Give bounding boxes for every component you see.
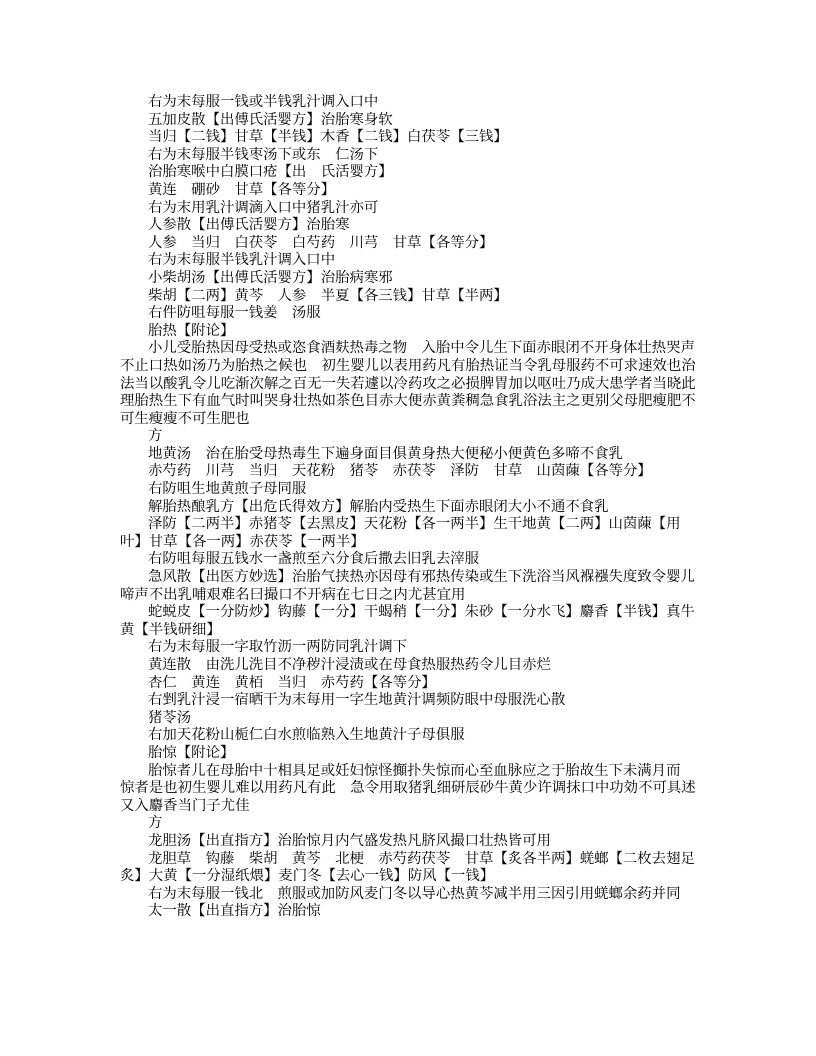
- text-paragraph: 太一散【出直指方】治胎惊: [148, 903, 321, 920]
- text-paragraph: 蛇蜕皮【一分防炒】钩藤【一分】干蝎稍【一分】朱砂【一分水飞】麝香【半钱】真牛黄【半钱研细】: [120, 604, 695, 638]
- text-paragraph: 地黄汤 治在胎受母热毒生下遍身面目俱黄身热大便秘小便黄色多啼不食乳: [148, 445, 623, 462]
- text-paragraph: 右为末每服一字取竹沥一两防同乳汁调下: [148, 639, 408, 656]
- text-paragraph: 龙胆草 钩藤 柴胡 黄芩 北梗 赤芍药茯苓 甘草【炙各半两】蜣螂【二枚去翅足炙】大黄【一分湿纸煨】麦门冬【去心一钱】防风【一钱】: [120, 850, 695, 885]
- text-paragraph: 胎热【附论】: [148, 322, 235, 339]
- text-paragraph: 胎惊者儿在母胎中十相具足或妊妇惊怪攧扑失惊而心至血脉应之于胎故生下未满月而 惊者是也初生婴儿难以用药凡有此 急令用取猪乳细研辰砂牛黄少许调抹口中功効不可具述又入麝香当门子尤佳: [120, 762, 696, 814]
- text-paragraph: 方: [148, 815, 163, 832]
- text-paragraph: 小儿受胎热因母受热或恣食酒麸热毒之物 入胎中令儿生下面赤眼闭不开身体壮热哭声不止口热如汤乃为胎热之候也 初生婴儿以表用药凡有胎热证当令乳母服药不可求速效也治法当以酸乳令儿吃渐次解之百无一失若遽以冷药攻之必损脾胃加以呕吐乃成大患学者当晓此理胎热生下有血气时叫哭身壮热如茶色目赤大便赤黄粪稠急食乳浴法主之更别父母肥瘦肥不可生瘦瘦不可生肥也: [120, 340, 696, 427]
- text-paragraph: 右防咀每服五钱水一盏煎至六分食后撒去旧乳去滓服: [148, 551, 479, 568]
- text-paragraph: 泽防【二两半】赤猪苓【去黑皮】天花粉【各一两半】生干地黄【二两】山茵蔯【用叶】甘草【各一两】赤茯苓【一两半】: [120, 516, 681, 550]
- text-paragraph: 五加皮散【出傅氏活婴方】治胎寒身软: [148, 111, 393, 128]
- text-paragraph: 解胎热酿乳方【出危氏得效方】解胎内受热生下面赤眼闭大小不通不食乳: [148, 498, 609, 515]
- text-paragraph: 猪苓汤: [148, 709, 192, 726]
- text-paragraph: 赤芍药 川芎 当归 天花粉 猪苓 赤茯苓 泽防 甘草 山茵蔯【各等分】: [148, 463, 652, 480]
- text-paragraph: 杏仁 黄连 黄栢 当归 赤芍药【各等分】: [148, 674, 436, 691]
- text-paragraph: 右为末每服一钱或半钱乳汁调入口中: [148, 94, 379, 110]
- text-paragraph: 右件防咀每服一钱姜 汤服: [148, 305, 321, 322]
- text-paragraph: 当归【二钱】甘草【半钱】木香【二钱】白茯苓【三钱】: [148, 129, 508, 146]
- text-paragraph: 右加天花粉山栀仁白水煎临熟入生地黄汁子母俱服: [148, 727, 465, 744]
- text-paragraph: 小柴胡汤【出傅氏活婴方】治胎病寒邪: [148, 269, 393, 286]
- text-paragraph: 胎惊【附论】: [148, 744, 235, 761]
- text-paragraph: 右为末每服半钱乳汁调入口中: [148, 252, 336, 269]
- text-paragraph: 右为末用乳汁调滴入口中猪乳汁亦可: [148, 199, 379, 216]
- text-paragraph: 人参散【出傅氏活婴方】治胎寒: [148, 217, 350, 234]
- text-paragraph: 黄连散 由洗儿洗目不净秽汁浸渍或在母食热服热药令儿目赤烂: [148, 657, 551, 673]
- text-paragraph: 治胎寒喉中白膜口疮【出 氏活婴方】: [148, 164, 393, 181]
- text-paragraph: 柴胡【二两】黄芩 人参 半夏【各三钱】甘草【半两】: [148, 287, 508, 304]
- text-paragraph: 方: [148, 428, 163, 445]
- text-paragraph: 右剉乳汁浸一宿晒干为末每用一字生地黄汁调频防眼中母服洗心散: [148, 692, 566, 709]
- text-paragraph: 右防咀生地黄煎子母同服: [148, 481, 307, 498]
- text-paragraph: 黄连 硼砂 甘草【各等分】: [148, 181, 336, 198]
- text-paragraph: 右为末每服一钱北 煎服或加防风麦门冬以导心热黄芩减半用三因引用蜣螂余药并同: [148, 885, 681, 902]
- text-paragraph: 龙胆汤【出直指方】治胎惊月内气盛发热凡脐风撮口壮热皆可用: [148, 832, 551, 849]
- document-body: [120, 94, 700, 921]
- text-paragraph: 人参 当归 白茯苓 白芍药 川芎 甘草【各等分】: [148, 234, 494, 251]
- text-paragraph: 右为末每服半钱枣汤下或东 仁汤下: [148, 146, 379, 163]
- text-paragraph: 急风散【出医方妙选】治胎气挟热亦因母有邪热传染或生下洗浴当风褓襁失度致令婴儿啼声不出乳哺艰难名曰撮口不开病在七日之内尤甚宜用: [120, 569, 695, 603]
